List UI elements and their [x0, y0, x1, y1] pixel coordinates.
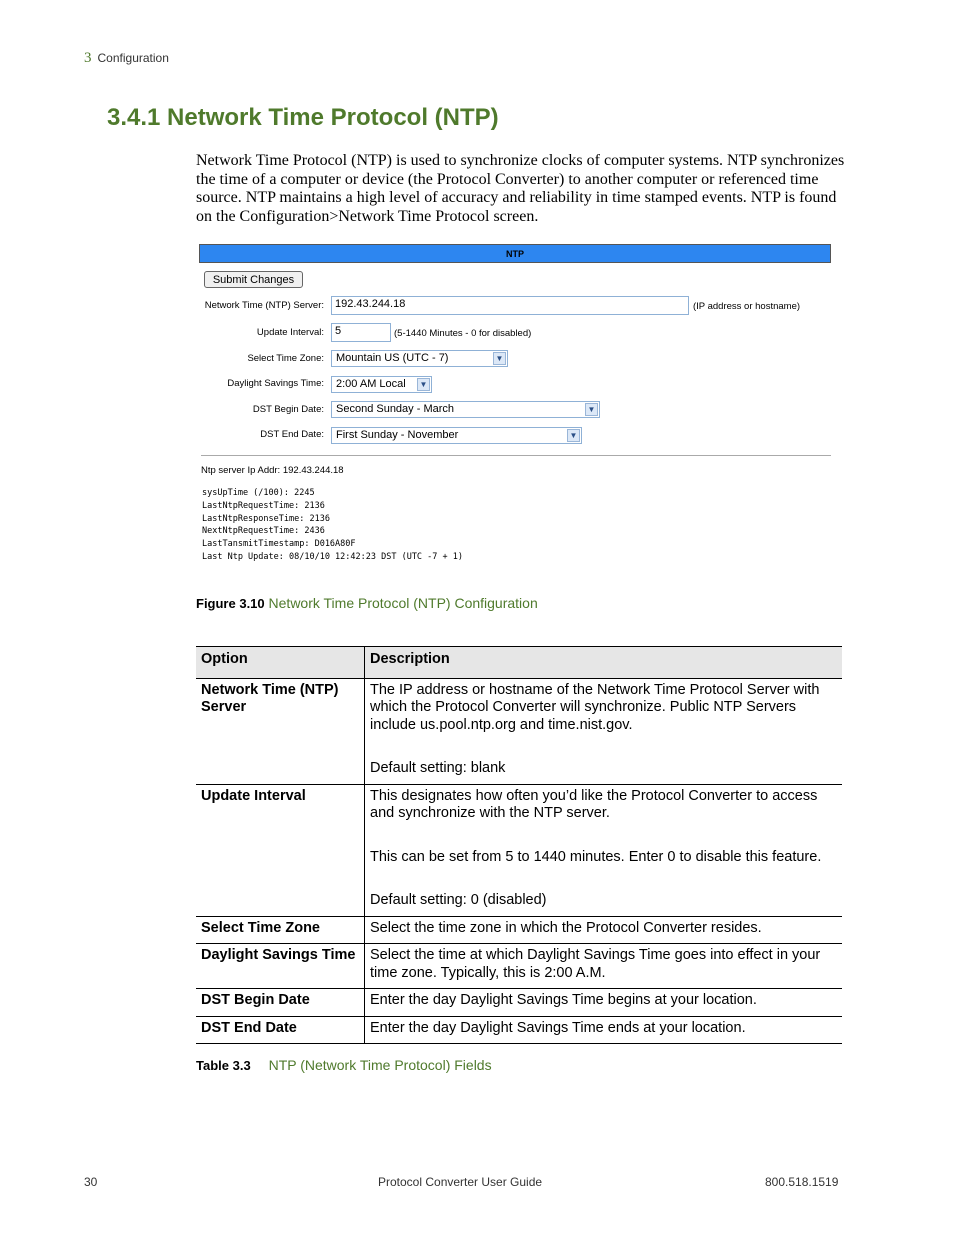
table-caption-label: Table 3.3 — [196, 1058, 251, 1073]
column-header-description: Description — [365, 647, 843, 679]
table-caption — [196, 1057, 492, 1073]
description-text: Select the time at which Daylight Savings Time goes into effect in your time zone. Typically, this is 2:00 A.M. — [370, 947, 821, 981]
description-text: The IP address or hostname of the Network Time Protocol Server with which the Protocol Converter will synchronize. Public NTP Servers include us.pool.ntp.org and time.nist.gov. — [370, 681, 820, 733]
table-row — [196, 989, 842, 1017]
chevron-down-icon[interactable]: ▼ — [567, 429, 580, 442]
description-text: Enter the day Daylight Savings Time begins at your location. — [370, 992, 757, 1008]
table-row — [196, 916, 842, 944]
submit-changes-button[interactable]: Submit Changes — [204, 271, 303, 288]
chapter-number: 3 — [84, 50, 92, 66]
update-interval-note: (5-1440 Minutes - 0 for disabled) — [394, 328, 532, 339]
table-header-row — [196, 647, 842, 679]
time-zone-label: Select Time Zone: — [247, 353, 324, 364]
stat-line: sysUpTime (/100): 2245 — [202, 488, 315, 498]
stat-line: LastTansmitTimestamp: D016A80F — [202, 539, 356, 550]
chevron-down-icon[interactable]: ▼ — [493, 352, 506, 365]
figure-caption-text: Network Time Protocol (NTP) Configuration — [268, 595, 538, 611]
description-cell — [365, 989, 843, 1017]
stat-line: LastNtpResponseTime: 2136 — [202, 513, 330, 524]
table-row — [196, 944, 842, 989]
description-cell — [365, 784, 843, 916]
footer-page-number: 30 — [84, 1175, 98, 1189]
option-cell: Daylight Savings Time — [196, 944, 365, 989]
option-cell: DST End Date — [196, 1016, 365, 1044]
dst-end-label: DST End Date: — [260, 429, 324, 440]
description-cell — [365, 916, 843, 944]
chevron-down-icon[interactable]: ▼ — [585, 403, 598, 416]
dst-end-select[interactable] — [331, 427, 582, 444]
ntp-server-input[interactable]: 192.43.244.18 — [331, 296, 689, 315]
description-cell — [365, 1016, 843, 1044]
option-cell: DST Begin Date — [196, 989, 365, 1017]
footer-title: Protocol Converter User Guide — [378, 1175, 543, 1189]
figure-caption — [196, 595, 538, 611]
ntp-server-note: (IP address or hostname) — [693, 301, 801, 312]
description-text: Enter the day Daylight Savings Time ends at your location. — [370, 1019, 746, 1036]
description-text: This can be set from 5 to 1440 minutes. Enter 0 to disable this feature. — [370, 848, 822, 865]
table-row — [196, 678, 842, 784]
stat-line: Last Ntp Update: 08/10/10 12:42:23 DST (UTC -7 + 1) — [202, 551, 463, 562]
footer-phone: 800.518.1519 — [765, 1175, 839, 1189]
ntp-config-screenshot — [198, 243, 834, 565]
chapter-name: Configuration — [97, 51, 169, 65]
figure-caption-label: Figure 3.10 — [196, 596, 265, 611]
column-header-option: Option — [196, 647, 365, 679]
stat-line: NextNtpRequestTime: 2436 — [202, 526, 325, 537]
description-cell — [365, 678, 843, 784]
page-header — [84, 50, 169, 67]
description-cell — [365, 944, 843, 989]
time-zone-select[interactable] — [331, 350, 508, 367]
update-interval-input[interactable]: 5 — [331, 323, 391, 342]
description-text: Default setting: blank — [370, 760, 506, 776]
dst-label: Daylight Savings Time: — [227, 378, 324, 389]
option-cell: Update Interval — [196, 784, 365, 916]
stat-line: LastNtpRequestTime: 2136 — [202, 500, 325, 511]
chevron-down-icon[interactable]: ▼ — [417, 378, 430, 391]
ntp-fields-table — [196, 646, 842, 1044]
ntp-server-ip-line: Ntp server Ip Addr: 192.43.244.18 — [201, 465, 344, 476]
dst-begin-value: Second Sunday - March — [336, 403, 455, 415]
table-caption-text: NTP (Network Time Protocol) Fields — [268, 1057, 492, 1073]
option-cell: Network Time (NTP) Server — [196, 678, 365, 784]
ntp-bar-title: NTP — [506, 248, 524, 259]
description-text: Default setting: 0 (disabled) — [370, 892, 547, 908]
dst-begin-select[interactable] — [331, 401, 600, 418]
dst-value: 2:00 AM Local — [336, 378, 406, 390]
table-row — [196, 1016, 842, 1044]
option-cell: Select Time Zone — [196, 916, 365, 944]
description-text: Select the time zone in which the Protocol Converter resides. — [370, 919, 762, 936]
intro-paragraph: Network Time Protocol (NTP) is used to synchronize clocks of computer systems. NTP synchronizes the time of a computer or device (the Protocol Converter) to another computer or referenced time source. NTP maintains a high level of accuracy and reliability in time stamped events. NTP is found on the Configuration>Network Time Protocol screen. — [196, 152, 845, 225]
time-zone-value: Mountain US (UTC - 7) — [336, 352, 449, 364]
divider — [201, 455, 831, 456]
dst-select[interactable] — [331, 376, 432, 393]
ntp-stats — [202, 487, 463, 564]
update-interval-label: Update Interval: — [256, 327, 324, 338]
dst-end-value: First Sunday - November — [336, 429, 459, 441]
ntp-server-label: Network Time (NTP) Server: — [204, 300, 324, 311]
table-row — [196, 784, 842, 916]
dst-begin-label: DST Begin Date: — [252, 404, 324, 415]
description-text: This designates how often you’d like the Protocol Converter to access and synchronize with the NTP server. — [370, 787, 818, 821]
section-title: 3.4.1 Network Time Protocol (NTP) — [107, 104, 499, 131]
ntp-title-bar — [199, 244, 831, 263]
